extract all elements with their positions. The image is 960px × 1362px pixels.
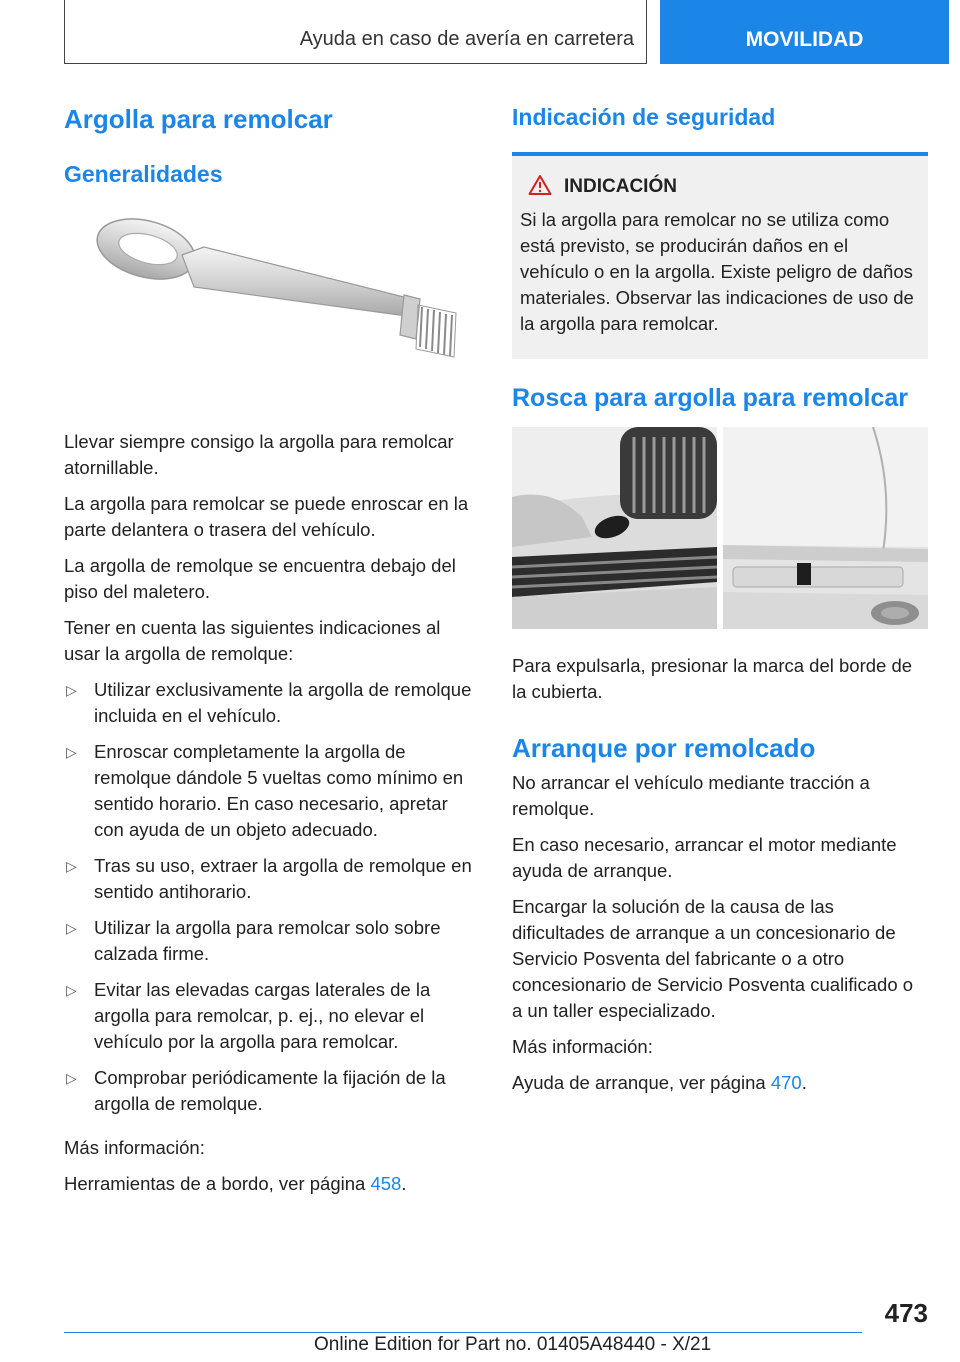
tow-eye-illustration bbox=[64, 207, 478, 417]
bumper-photos bbox=[512, 427, 928, 629]
paragraph: La argolla de remolque se encuentra debajo del piso del maletero. bbox=[64, 554, 456, 602]
header-frame bbox=[64, 0, 647, 64]
section-title-tow-start: Arranque por remolcado bbox=[512, 732, 816, 763]
paragraph: Encargar la solución de la causa de las dificultades de arranque a un concesionario de Servicio Posventa del fabricante o a otro concesionario de Servicio Posventa cualificado o a un taller especializado. bbox=[512, 895, 914, 1021]
header-section-title: Ayuda en caso de avería en carretera bbox=[299, 28, 634, 50]
left-column bbox=[64, 96, 478, 1207]
subsection-title-general: Generalidades bbox=[64, 161, 223, 188]
instruction-list bbox=[64, 677, 478, 1117]
footer-divider bbox=[64, 1332, 862, 1333]
reference-end: . bbox=[801, 1071, 807, 1093]
rear-bumper-photo bbox=[723, 427, 928, 629]
list-item: ▷ Tras su uso, extraer la argolla de remolque en sentido antihorario. bbox=[64, 853, 478, 905]
list-item: ▷ Enroscar completamente la argolla de remolque dándole 5 vueltas como mínimo en sentido horario. En caso necesario, apretar con ayuda de un objeto adecuado. bbox=[64, 739, 478, 843]
page-link-458[interactable]: 458 bbox=[370, 1172, 402, 1194]
section-title-safety: Indicación de seguridad bbox=[512, 104, 776, 130]
notice-title: INDICACIÓN bbox=[564, 176, 677, 198]
paragraph: Llevar siempre consigo la argolla para remolcar atornillable. bbox=[64, 430, 454, 478]
chapter-tab[interactable]: MOVILIDAD bbox=[660, 0, 949, 64]
section-title-thread: Rosca para argolla para remolcar bbox=[512, 383, 909, 412]
front-bumper-photo bbox=[512, 427, 717, 629]
paragraph: No arrancar el vehículo mediante tracción a remolque. bbox=[512, 771, 870, 819]
page-link-470[interactable]: 470 bbox=[770, 1071, 802, 1093]
reference-text: Ayuda de arranque, ver página bbox=[512, 1071, 771, 1093]
list-item: ▷ Utilizar exclusivamente la argolla de remolque incluida en el vehículo. bbox=[64, 677, 478, 729]
paragraph: Tener en cuenta las siguientes indicaciones al usar la argolla de remolque: bbox=[64, 616, 441, 664]
thread-instruction: Para expulsarla, presionar la marca del borde de la cubierta. bbox=[512, 654, 913, 702]
list-item: ▷ Comprobar periódicamente la fijación de la argolla de remolque. bbox=[64, 1065, 478, 1117]
list-item: ▷ Evitar las elevadas cargas laterales de la argolla para remolcar, p. ej., no elevar el vehículo por la argolla para remolcar. bbox=[64, 977, 478, 1055]
section-title-tow-eye: Argolla para remolcar bbox=[64, 104, 333, 134]
reference-end: . bbox=[401, 1172, 407, 1194]
right-column bbox=[512, 96, 928, 1106]
warning-triangle-icon bbox=[528, 174, 552, 201]
safety-notice bbox=[512, 152, 928, 359]
page-number: 473 bbox=[884, 1298, 928, 1328]
notice-text: Si la argolla para remolcar no se utiliza como está previsto, se producirán daños en el vehículo o en la argolla. Existe peligro de daños materiales. Observar las indicaciones de uso de la argolla para remolcar. bbox=[520, 208, 914, 334]
list-item: ▷ Utilizar la argolla para remolcar solo sobre calzada firme. bbox=[64, 915, 478, 967]
more-info-label: Más información: bbox=[512, 1035, 653, 1057]
paragraph: La argolla para remolcar se puede enroscar en la parte delantera o trasera del vehículo. bbox=[64, 492, 469, 540]
edition-footer: Online Edition for Part no. 01405A48440 - X/21 bbox=[314, 1334, 712, 1355]
paragraph: En caso necesario, arrancar el motor mediante ayuda de arranque. bbox=[512, 833, 897, 881]
cross-reference bbox=[512, 1070, 928, 1096]
more-info-label: Más información: bbox=[64, 1136, 205, 1158]
reference-text: Herramientas de a bordo, ver página bbox=[64, 1172, 371, 1194]
cross-reference bbox=[64, 1171, 478, 1197]
